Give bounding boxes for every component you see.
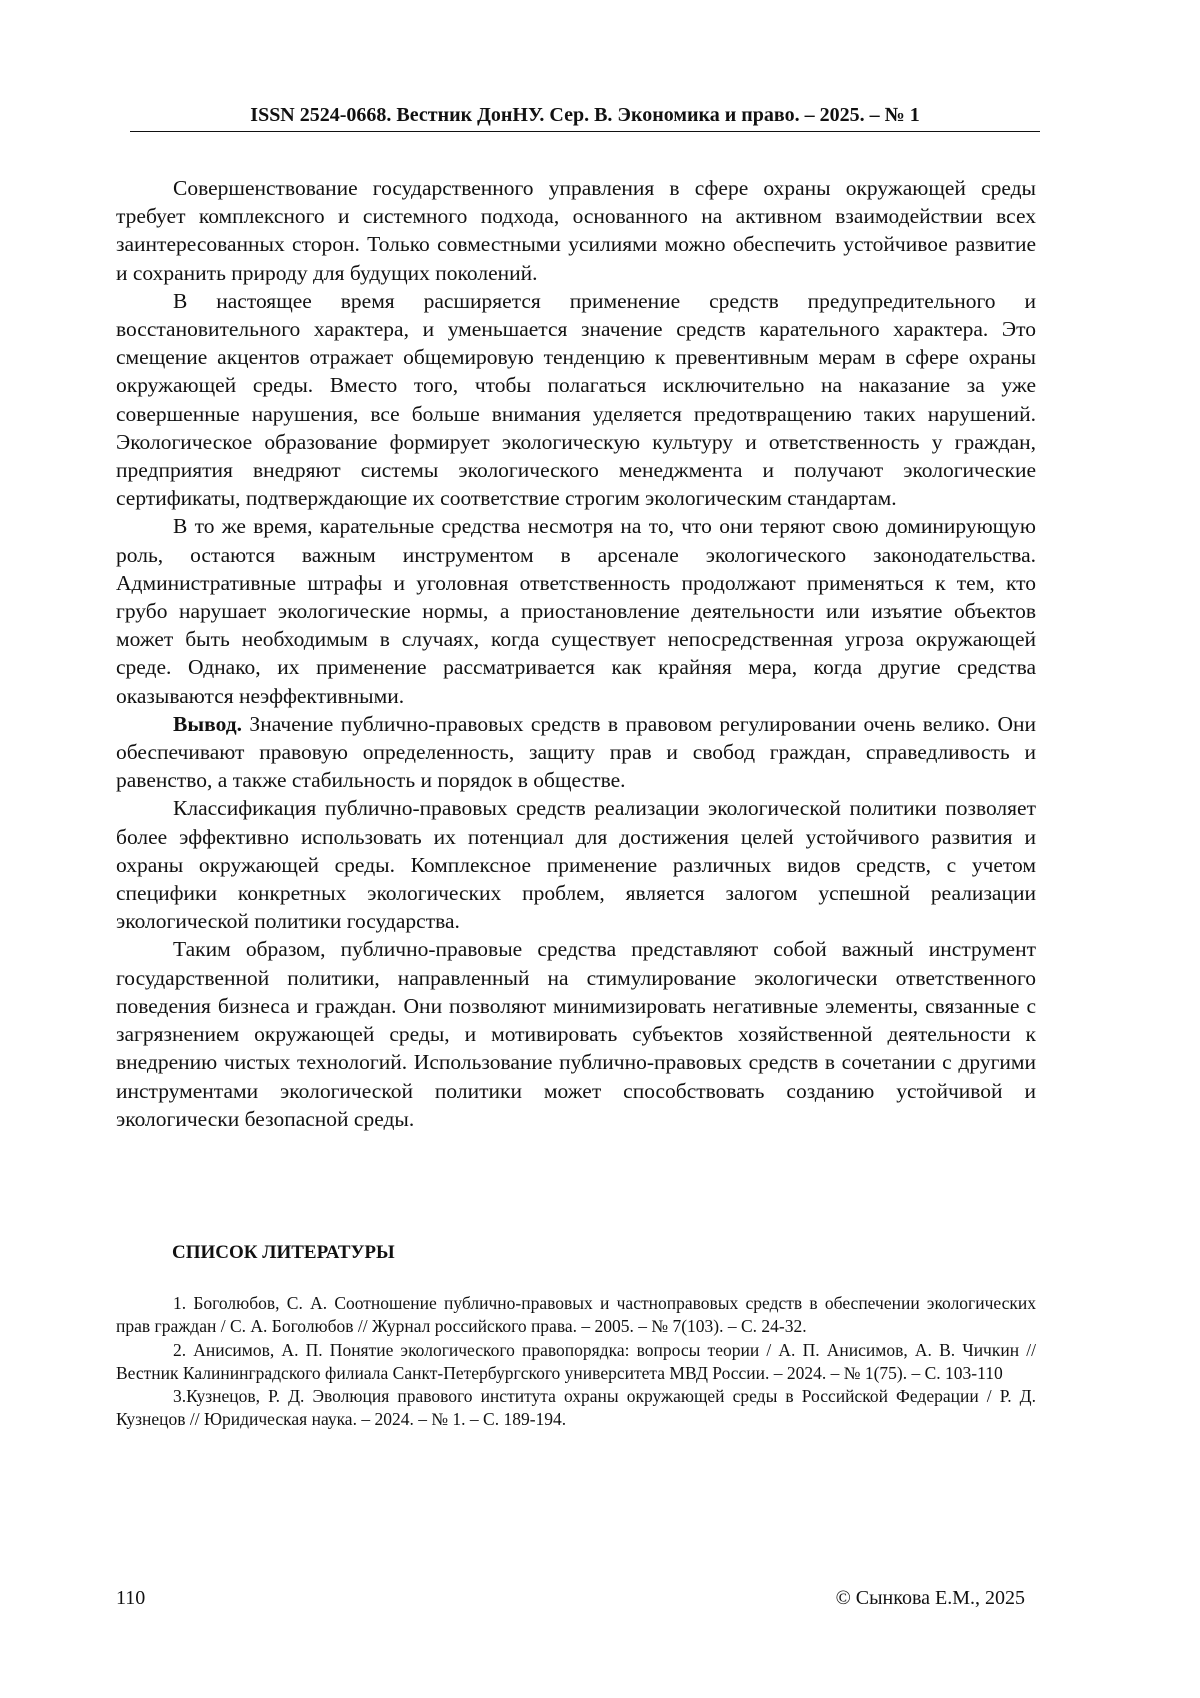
reference-item: 1. Боголюбов, С. А. Соотношение публично-правовых и частноправовых средств в обеспечении экологических прав граждан / С. А. Боголюбов // Журнал российского права. – 2005. – № 7(103). – С. 24-32.	[116, 1293, 1036, 1337]
conclusion-text: Значение публично-правовых средств в правовом регулировании очень велико. Они обеспечивают правовую определенность, защиту прав и свобод граждан, справедливость и равенство, а также стабильность и порядок в обществе.	[116, 711, 1036, 793]
header-divider	[130, 131, 1040, 132]
conclusion-label: Вывод.	[173, 711, 242, 736]
running-header: ISSN 2524-0668. Вестник ДонНУ. Сер. В. Экономика и право. – 2025. – № 1	[250, 104, 920, 126]
references-heading: СПИСОК ЛИТЕРАТУРЫ	[172, 1242, 395, 1263]
paragraph-punitive-measures: В то же время, карательные средства несмотря на то, что они теряют свою доминирующую роль, остаются важным инструментом в арсенале экологического законодательства. Административные штрафы и уголовная ответственность продолжают применяться к тем, кто грубо нарушает экологические нормы, а приостановление деятельности или изъятие объектов может быть необходимым в случаях, когда существует непосредственная угроза окружающей среде. Однако, их применение рассматривается как крайняя мера, когда другие средства оказываются неэффективными.	[116, 514, 1036, 708]
paragraph-classification: Классификация публично-правовых средств реализации экологической политики позволяет более эффективно использовать их потенциал для достижения целей устойчивого развития и охраны окружающей среды. Комплексное применение различных видов средств, с учетом специфики конкретных экологических проблем, является залогом успешной реализации экологической политики государства.	[116, 796, 1036, 934]
article-body	[116, 174, 1036, 1133]
paragraph-summary: Таким образом, публично-правовые средства представляют собой важный инструмент государственной политики, направленный на стимулирование экологически ответственного поведения бизнеса и граждан. Они позволяют минимизировать негативные элементы, связанные с загрязнением окружающей среды, и мотивировать субъектов хозяйственной деятельности к внедрению чистых технологий. Использование публично-правовых средств в сочетании с другими инструментами экологической политики может способствовать созданию устойчивой и экологически безопасной среды.	[116, 937, 1036, 1131]
reference-item: 2. Анисимов, А. П. Понятие экологического правопорядка: вопросы теории / А. П. Анисимов, А. В. Чичкин // Вестник Калининградского филиала Санкт-Петербургского университета МВД России. – 2024. – № 1(75). – С. 103-110	[116, 1339, 1036, 1383]
paragraph-preventive-measures: В настоящее время расширяется применение средств предупредительного и восстановительного характера, и уменьшается значение средств карательного характера. Это смещение акцентов отражает общемировую тенденцию к превентивным мерам в сфере охраны окружающей среды. Вместо того, чтобы полагаться исключительно на наказание за уже совершенные нарушения, все больше внимания уделяется предотвращению таких нарушений. Экологическое образование формирует экологическую культуру и ответственность у граждан, предприятия внедряют системы экологического менеджмента и получают экологические сертификаты, подтверждающие их соответствие строгим экологическим стандартам.	[116, 288, 1036, 511]
paragraph-governance: Совершенствование государственного управления в сфере охраны окружающей среды требует комплексного и системного подхода, основанного на активном взаимодействии всех заинтересованных сторон. Только совместными усилиями можно обеспечить устойчивое развитие и сохранить природу для будущих поколений.	[116, 176, 1036, 285]
references-list	[116, 1292, 1036, 1432]
paragraph-conclusion	[116, 710, 1036, 795]
page-number: 110	[116, 1587, 146, 1609]
copyright-notice: © Сынкова Е.М., 2025	[835, 1587, 1025, 1609]
reference-item: 3.Кузнецов, Р. Д. Эволюция правового института охраны окружающей среды в Российской Федерации / Р. Д. Кузнецов // Юридическая наука. – 2024. – № 1. – С. 189-194.	[116, 1386, 1036, 1430]
